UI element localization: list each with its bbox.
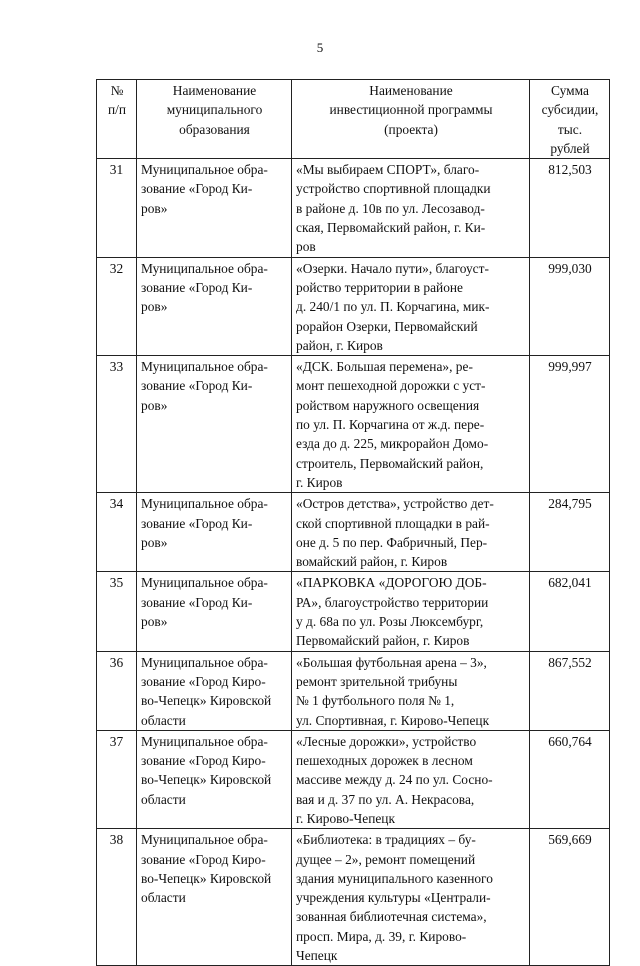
row-num: 36: [97, 651, 137, 730]
header-num: № п/п: [97, 80, 137, 159]
row-municipality: Муниципальное обра- зование «Город Ки- ров»: [137, 159, 292, 257]
row-program: «Большая футбольная арена – 3», ремонт зрительной трибуны № 1 футбольного поля № 1, ул. Спортивная, г. Кирово-Чепецк: [292, 651, 530, 730]
row-municipality: Муниципальное обра- зование «Город Киро- во-Чепецк» Кировской области: [137, 730, 292, 828]
header-program: Наименование инвестиционной программы (проекта): [292, 80, 530, 159]
row-num: 37: [97, 730, 137, 828]
row-amount: 569,669: [530, 829, 610, 966]
row-program: «Остров детства», устройство дет- ской спортивной площадки в рай- оне д. 5 по пер. Фабричный, Пер- вомайский район, г. Киров: [292, 493, 530, 572]
row-program: «Озерки. Начало пути», благоуст- ройство территории в районе д. 240/1 по ул. П. Корчагина, мик- рорайон Озерки, Первомайский район, г. Киров: [292, 257, 530, 355]
row-num: 31: [97, 159, 137, 257]
header-amount: Сумма субсидии, тыс. рублей: [530, 80, 610, 159]
table-row: [97, 159, 610, 257]
table-row: [97, 257, 610, 355]
page-number: 5: [316, 40, 324, 55]
row-program: «Мы выбираем СПОРТ», благо- устройство спортивной площадки в районе д. 10в по ул. Лесозавод- ская, Первомайский район, г. Ки- ров: [292, 159, 530, 257]
row-municipality: Муниципальное обра- зование «Город Киро- во-Чепецк» Кировской области: [137, 829, 292, 966]
row-program: «Библиотека: в традициях – бу- дущее – 2», ремонт помещений здания муниципального казенного учреждения культуры «Централи- зованная библиотечная система», просп. Мира, д. 39, г. Кирово- Чепецк: [292, 829, 530, 966]
table-row: [97, 572, 610, 651]
header-municipality: Наименование муниципального образования: [137, 80, 292, 159]
row-amount: 999,997: [530, 356, 610, 493]
row-num: 32: [97, 257, 137, 355]
table-row: [97, 829, 610, 966]
row-municipality: Муниципальное обра- зование «Город Киро- во-Чепецк» Кировской области: [137, 651, 292, 730]
row-num: 34: [97, 493, 137, 572]
table-header-row: [97, 80, 610, 159]
subsidy-table: [96, 79, 610, 966]
row-amount: 867,552: [530, 651, 610, 730]
row-num: 35: [97, 572, 137, 651]
row-amount: 660,764: [530, 730, 610, 828]
table-row: [97, 493, 610, 572]
row-municipality: Муниципальное обра- зование «Город Ки- ров»: [137, 493, 292, 572]
row-municipality: Муниципальное обра- зование «Город Ки- ров»: [137, 257, 292, 355]
row-municipality: Муниципальное обра- зование «Город Ки- ров»: [137, 572, 292, 651]
row-amount: 284,795: [530, 493, 610, 572]
table-row: [97, 356, 610, 493]
row-num: 38: [97, 829, 137, 966]
row-municipality: Муниципальное обра- зование «Город Ки- ров»: [137, 356, 292, 493]
row-amount: 999,030: [530, 257, 610, 355]
row-amount: 812,503: [530, 159, 610, 257]
row-program: «ДСК. Большая перемена», ре- монт пешеходной дорожки с уст- ройством наружного освещения по ул. П. Корчагина от ж.д. пере- езда до д. 225, микрорайон Домо- строитель, Первомайский район, г. Киров: [292, 356, 530, 493]
row-program: «Лесные дорожки», устройство пешеходных дорожек в лесном массиве между д. 24 по ул. Сосно- вая и д. 37 по ул. А. Некрасова, г. Кирово-Чепецк: [292, 730, 530, 828]
row-num: 33: [97, 356, 137, 493]
row-amount: 682,041: [530, 572, 610, 651]
table-row: [97, 730, 610, 828]
row-program: «ПАРКОВКА «ДОРОГОЮ ДОБ- РА», благоустройство территории у д. 68а по ул. Розы Люксембург, Первомайский район, г. Киров: [292, 572, 530, 651]
table-row: [97, 651, 610, 730]
